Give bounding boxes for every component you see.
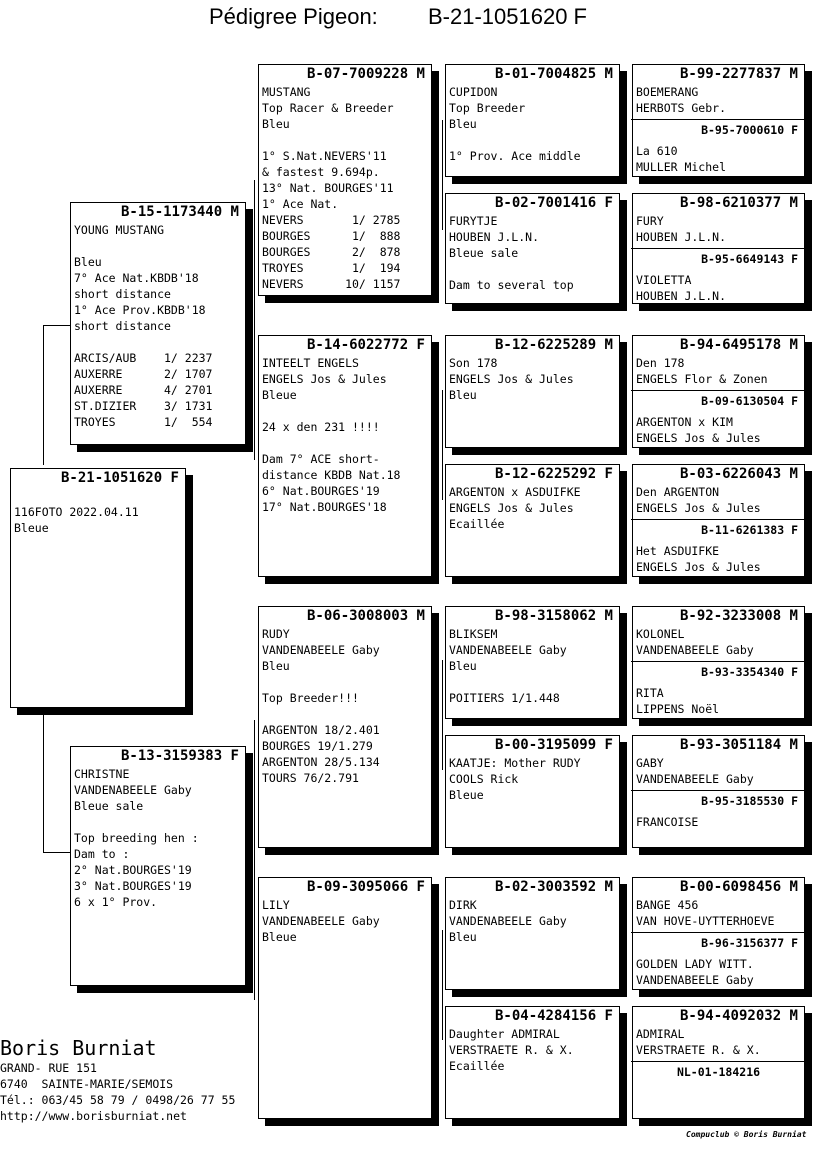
info-line: VANDENABEELE Gaby [636,772,754,786]
info-line: ARGENTON x KIM [636,415,733,429]
sire-box [70,202,246,445]
info-line: COOLS Rick [449,772,519,786]
grandparent-box [258,877,432,1119]
ring-number: B-09-3095066 F [306,879,425,895]
info-line: VANDENABEELE Gaby [262,643,380,657]
ancestor-pair-box [632,606,805,719]
info-line: CUPIDON [449,85,498,99]
ring-number: B-04-4284156 F [494,1008,613,1024]
great-grandparent-box [445,64,620,177]
ring-number: B-95-7000610 F [701,123,798,137]
info-line: Bleue [449,788,484,802]
ring-number: B-94-4092032 M [679,1008,798,1024]
pair-separator [631,1061,804,1062]
ancestor-pair-box [632,464,805,577]
info-line: Son 178 [449,356,498,370]
info-line: VANDENABEELE Gaby [636,643,754,657]
ring-number: B-21-1051620 F [60,470,179,486]
great-grandparent-box [445,735,620,848]
ancestor-pair-box [632,193,805,304]
info-line: NEVERS 10/ 1157 [262,277,401,291]
info-line: distance KBDB Nat.18 [262,468,401,482]
info-line: VERSTRAETE R. & X. [449,1043,574,1057]
info-line: Top Racer & Breeder [262,101,394,115]
info-line: 3° Nat.BOURGES'19 [74,879,192,893]
ring-number: B-11-6261383 F [701,523,798,537]
ring-number: B-12-6225292 F [494,466,613,482]
pair-separator [631,248,804,249]
info-line: RITA [636,686,664,700]
great-grandparent-box [445,193,620,304]
info-line: BLIKSEM [449,627,498,641]
info-line: TOURS 76/2.791 [262,771,359,785]
info-line: ENGELS Jos & Jules [636,560,761,574]
info-line: 13° Nat. BOURGES'11 [262,181,394,195]
ring-number: B-93-3051184 M [679,737,798,753]
great-grandparent-box [445,877,620,990]
grandparent-box [258,64,432,296]
info-line: 2° Nat.BOURGES'19 [74,863,192,877]
info-line: Bleu [449,388,477,402]
info-line: MULLER Michel [636,160,727,174]
info-line [259,132,431,148]
info-line [259,674,431,690]
info-line: short distance [74,319,171,333]
info-line: HOUBEN J.L.N. [449,230,540,244]
connector [43,325,70,326]
info-line: AUXERRE 4/ 2701 [74,383,213,397]
ring-number: B-98-3158062 M [494,608,613,624]
info-line: Bleu [74,255,102,269]
info-line: 1° Ace Prov.KBDB'18 [74,303,206,317]
info-line: Top Breeder!!! [262,691,359,705]
info-line [71,238,245,254]
info-line: ADMIRAL [636,1027,685,1041]
pair-separator [631,790,804,791]
connector [43,852,70,853]
ring-number: B-01-7004825 M [494,66,613,82]
ring-number: B-12-6225289 M [494,337,613,353]
credit-text: Compuclub © Boris Burniat [686,1130,807,1139]
info-line: BOURGES 2/ 878 [262,245,401,259]
info-line: Bleu [449,117,477,131]
ring-number: B-15-1173440 M [120,204,239,220]
info-line: Bleue [14,521,49,535]
info-line: ENGELS Jos & Jules [262,372,387,386]
info-line: Ecaillée [449,1059,505,1073]
info-line: INTEELT ENGELS [262,356,359,370]
info-line: Bleue sale [74,799,144,813]
ring-number: B-96-3156377 F [701,936,798,950]
info-line: ARGENTON 28/5.134 [262,755,380,769]
connector [254,180,255,460]
info-line: short distance [74,287,171,301]
ring-number: B-95-6649143 F [701,252,798,266]
ring-number: B-07-7009228 M [306,66,425,82]
info-line: FRANCOISE [636,815,699,829]
ring-number: B-92-3233008 M [679,608,798,624]
info-line: Bleue [262,930,297,944]
info-line: VAN HOVE-UYTTERHOEVE [636,914,775,928]
ring-number: B-02-3003592 M [494,879,613,895]
info-line: VANDENABEELE Gaby [262,914,380,928]
info-line: Den 178 [636,356,685,370]
info-line: VANDENABEELE Gaby [74,783,192,797]
great-grandparent-box [445,1006,620,1119]
address-line: 6740 SAINTE-MARIE/SEMOIS [0,1077,174,1091]
info-line: 1° Prov. Ace middle [449,149,581,163]
info-line [259,706,431,722]
info-line: ENGELS Jos & Jules [636,501,761,515]
info-line: GABY [636,756,664,770]
info-line [71,814,245,830]
info-line: Bleu [449,659,477,673]
great-grandparent-box [445,335,620,448]
info-line: ARGENTON x ASDUIFKE [449,485,581,499]
connector [442,390,443,500]
info-line: ENGELS Jos & Jules [449,501,574,515]
info-line [446,261,619,277]
info-line: Dam to several top [449,278,574,292]
connector [43,325,44,465]
info-line: La 610 [636,144,678,158]
connector [442,120,443,230]
pair-separator [631,119,804,120]
connector [442,660,443,770]
address-line: GRAND- RUE 151 [0,1061,97,1075]
info-line: Daughter ADMIRAL [449,1027,560,1041]
info-line: KAATJE: Mother RUDY [449,756,581,770]
pair-separator [631,519,804,520]
info-line: Den ARGENTON [636,485,720,499]
great-grandparent-box [445,606,620,719]
subject-pigeon-box [10,468,186,708]
connector [43,710,44,852]
title-label: Pédigree Pigeon: [209,4,378,29]
ring-number: NL-01-184216 [676,1065,761,1079]
info-line: BOEMERANG [636,85,699,99]
info-line [11,488,185,504]
info-line: Dam 7° ACE short- [262,452,380,466]
info-line: Bleu [449,930,477,944]
info-line: YOUNG MUSTANG [74,223,165,237]
ancestor-pair-box [632,335,805,448]
info-line: KOLONEL [636,627,685,641]
ancestor-pair-box [632,64,805,177]
ancestor-pair-box [632,877,805,990]
info-line [446,132,619,148]
info-line: VANDENABEELE Gaby [636,973,754,987]
ring-number: B-09-6130504 F [701,394,798,408]
info-line: 6° Nat.BOURGES'19 [262,484,380,498]
ring-number: B-00-6098456 M [679,879,798,895]
website-link[interactable]: http://www.borisburniat.net [0,1109,187,1123]
info-line: FURYTJE [449,214,498,228]
info-line: Top Breeder [449,101,526,115]
info-line: Ecaillée [449,517,505,531]
ring-number: B-03-6226043 M [679,466,798,482]
ancestor-pair-box [632,1006,805,1119]
info-line: ARGENTON 18/2.401 [262,723,380,737]
ring-number: B-93-3354340 F [701,665,798,679]
info-line: 17° Nat.BOURGES'18 [262,500,387,514]
info-line [259,435,431,451]
info-line: Bleue sale [449,246,519,260]
title-ring: B-21-1051620 F [428,4,587,29]
grandparent-box [258,606,432,848]
info-line: ENGELS Jos & Jules [636,431,761,445]
info-line: LIPPENS Noël [636,702,720,716]
info-line: NEVERS 1/ 2785 [262,213,401,227]
info-line: Top breeding hen : [74,831,199,845]
info-line: VANDENABEELE Gaby [449,914,567,928]
info-line: ARCIS/AUB 1/ 2237 [74,351,213,365]
info-line [71,334,245,350]
info-line: Het ASDUIFKE [636,544,720,558]
info-line: & fastest 9.694p. [262,165,380,179]
info-line: LILY [262,898,290,912]
ring-number: B-06-3008003 M [306,608,425,624]
info-line: ENGELS Jos & Jules [449,372,574,386]
info-line: AUXERRE 2/ 1707 [74,367,213,381]
info-line [446,674,619,690]
info-line: ENGELS Flor & Zonen [636,372,768,386]
info-line: FURY [636,214,664,228]
info-line: RUDY [262,627,290,641]
pair-separator [631,932,804,933]
info-line: Bleue [262,388,297,402]
info-line: Dam to : [74,847,130,861]
info-line: 24 x den 231 !!!! [262,420,380,434]
info-line: 1° S.Nat.NEVERS'11 [262,149,387,163]
ring-number: B-99-2277837 M [679,66,798,82]
ring-number: B-02-7001416 F [494,195,613,211]
info-line: Bleu [262,117,290,131]
info-line: VERSTRAETE R. & X. [636,1043,761,1057]
ring-number: B-13-3159383 F [120,748,239,764]
info-line: Bleu [262,659,290,673]
info-line: CHRISTNE [74,767,130,781]
info-line: HOUBEN J.L.N. [636,230,727,244]
info-line: BOURGES 19/1.279 [262,739,373,753]
info-line: ST.DIZIER 3/ 1731 [74,399,213,413]
info-line: BANGE 456 [636,898,699,912]
ring-number: B-94-6495178 M [679,337,798,353]
great-grandparent-box [445,464,620,577]
pair-separator [631,661,804,662]
info-line: VIOLETTA [636,273,692,287]
info-line: HERBOTS Gebr. [636,101,727,115]
breeder-name: Boris Burniat [0,1036,157,1060]
ring-number: B-98-6210377 M [679,195,798,211]
info-line: GOLDEN LADY WITT. [636,957,754,971]
info-line: MUSTANG [262,85,311,99]
info-line: 7° Ace Nat.KBDB'18 [74,271,199,285]
info-line: 6 x 1° Prov. [74,895,158,909]
connector [442,930,443,1040]
ring-number: B-00-3195099 F [494,737,613,753]
info-line: HOUBEN J.L.N. [636,289,727,303]
ring-number: B-14-6022772 F [306,337,425,353]
dam-box [70,746,246,986]
grandparent-box [258,335,432,577]
pair-separator [631,390,804,391]
info-line: BOURGES 1/ 888 [262,229,401,243]
connector [254,720,255,1000]
info-line: DIRK [449,898,477,912]
phone-line: Tél.: 063/45 58 79 / 0498/26 77 55 [0,1093,236,1107]
ancestor-pair-box [632,735,805,848]
info-line: TROYES 1/ 554 [74,415,213,429]
info-line: TROYES 1/ 194 [262,261,401,275]
info-line: 116FOTO 2022.04.11 [14,505,139,519]
info-line: VANDENABEELE Gaby [449,643,567,657]
ring-number: B-95-3185530 F [701,794,798,808]
info-line: POITIERS 1/1.448 [449,691,560,705]
info-line: 1° Ace Nat. [262,197,339,211]
info-line [259,403,431,419]
